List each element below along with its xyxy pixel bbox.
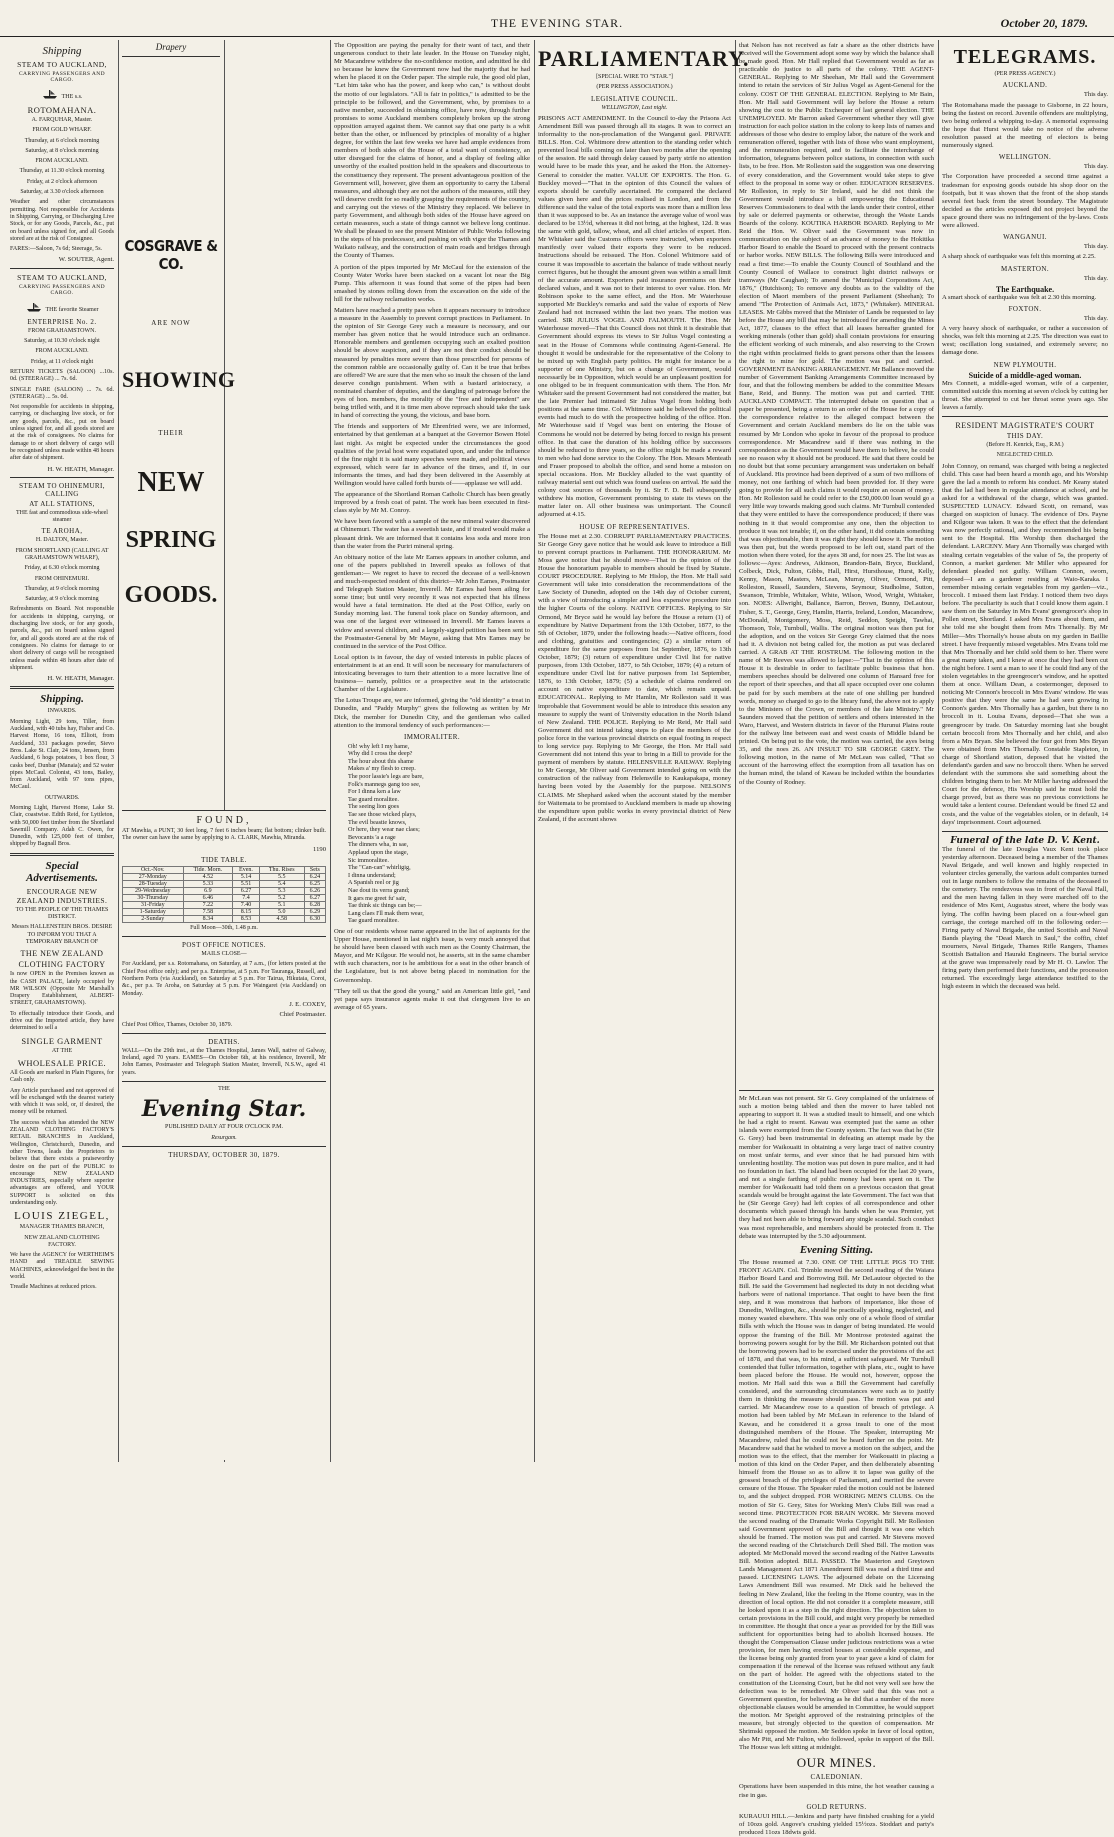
at-the: AT THE <box>51 1047 73 1054</box>
single-garment: SINGLE GARMENT <box>21 1035 103 1046</box>
timetable-line: FROM AUCKLAND. <box>35 348 89 355</box>
poem-line: Makes a' my flesh to creep. <box>348 765 416 773</box>
tide-cell: 6.29 <box>304 908 325 915</box>
tide-cell: 6.26 <box>304 887 325 894</box>
tide-cell: 5.51 <box>233 880 259 887</box>
special-body: Any Article purchased and not approved of will be exchanged with the dearest variety with which it was sold, or, if desired, the money will be returned. <box>10 1087 114 1116</box>
poem <box>334 743 530 925</box>
quake-heading: The Earthquake. <box>995 284 1055 294</box>
tide-cell: 5.4 <box>259 880 304 887</box>
vessel-name: TE AROHA, <box>41 527 83 536</box>
ad-intro: THE fast and commodious side-wheel steamer <box>16 509 108 524</box>
divider <box>10 853 114 856</box>
special-body: To effectually introduce their Goods, and drive out the Imported article, they have determined to sell a <box>10 1010 114 1032</box>
tide-cell: 7.22 <box>183 901 233 908</box>
timetable-line: Thursday, at 11.30 o'clock morning <box>19 168 105 175</box>
ad-intro: THE favorite Steamer <box>45 306 99 313</box>
tide-cell: 7.58 <box>183 908 233 915</box>
evening-heading: Evening Sitting. <box>799 1243 874 1256</box>
ship-master: A. FARQUHAR, Master. <box>31 117 93 123</box>
shipping-news-heading: Shipping. <box>40 693 84 706</box>
divider <box>122 1146 326 1147</box>
place-heading: AUCKLAND. <box>1002 81 1048 90</box>
poem-line: Bevocants 'a a rage <box>348 833 396 841</box>
special-body: We have the AGENCY for WERTHEIM'S HAND and TREADLE SEWING MACHINES, acknowledged the best in the world. <box>10 1252 114 1281</box>
divider <box>122 936 326 937</box>
moon-phase: Full Moon—30th, 1.48 p.m. <box>190 924 258 931</box>
mine-report: Operations have been suspended in this mine, the hot weather causing a rise in gas. <box>739 1783 934 1799</box>
timetable-line: Saturday, at 8 o'clock morning <box>25 147 99 154</box>
ad-title: STEAM TO AUCKLAND, <box>17 60 107 69</box>
suicide-heading: Suicide of a middle-aged woman. <box>968 370 1082 380</box>
tide-cell: 7.4 <box>233 894 259 901</box>
found-title: FOUND, <box>196 815 252 826</box>
this-day: This day. <box>1083 274 1108 282</box>
tide-title: TIDE TABLE. <box>201 855 247 864</box>
running-date: October 20, 1879. <box>1000 16 1088 30</box>
tide-cell: 6.9 <box>183 887 233 894</box>
this-day: This day. <box>1083 91 1108 99</box>
poem-line: The seeing lion goes <box>348 803 400 811</box>
tide-col: Even. <box>233 866 259 873</box>
brand-line: CLOTHING FACTORY <box>18 960 106 970</box>
place-heading: WANGANUI. <box>1003 233 1047 242</box>
column-parliament <box>538 42 750 1460</box>
timetable-line: FROM GOLD WHARF. <box>32 127 92 134</box>
ad-subtitle: CARRYING PASSENGERS AND CARGO. <box>18 71 106 83</box>
this-day: This day. <box>1083 314 1108 322</box>
special-body: The success which has attended the NEW ZEALAND CLOTHING FACTORY'S RETAIL BRANCHES in Auckland, Wellington, Christchurch, Dunedin, and other Towns, leads the Proprietors to believe that there exists a praiseworthy desire on the part of the PUBLIC to encourage NEW ZEALAND INDUSTRIES, especially where superior advantages are offered, and YOUR SUPPORT is solicited on this understanding only. <box>10 1119 114 1206</box>
mines-heading: OUR MINES. <box>796 1755 877 1771</box>
brand-line: THE NEW ZEALAND <box>20 949 104 959</box>
drapery-label: Drapery <box>155 42 187 52</box>
column-editorial <box>334 42 530 1460</box>
timetable-line: Friday, at 2 o'clock afternoon <box>26 178 98 185</box>
house-heading: HOUSE OF REPRESENTATIVES. <box>579 522 690 531</box>
column-rule <box>735 40 736 1462</box>
running-masthead: THE EVENING STAR. <box>490 16 624 30</box>
tide-col: Tide. Morn. <box>183 866 233 873</box>
tide-cell: 5.2 <box>259 894 304 901</box>
showing-word: SHOWING <box>122 367 236 392</box>
poem-line: Tae guard moralitee. <box>348 795 399 803</box>
poem-line: Tae guard moralitee. <box>348 917 399 925</box>
ad-subtitle: AT ALL STATIONS, <box>29 499 95 508</box>
parliament-title: PARLIAMENTARY. <box>538 46 750 71</box>
column-rule <box>330 40 331 1462</box>
column-evening <box>739 1090 934 1836</box>
ad-fares: FARES:—Saloon, 7s 6d; Steerage, 5s. <box>10 246 103 253</box>
court-before: (Before H. Kenrick, Esq., R.M.) <box>986 441 1064 448</box>
tide-cell: 6.46 <box>183 894 233 901</box>
tide-cell: 8.15 <box>233 908 259 915</box>
outwards-label: OUTWARDS. <box>44 794 80 801</box>
timetable-line: Saturday, at 3.30 o'clock afternoon <box>20 189 104 196</box>
place-heading: WELLINGTON. <box>998 153 1052 162</box>
tide-row <box>123 901 326 908</box>
special-body: All Goods are marked in Plain Figures, for Cash only. <box>10 1069 114 1084</box>
manager-role: NEW ZEALAND CLOTHING FACTORY. <box>24 1234 100 1248</box>
tide-col: Thu. Rises <box>259 866 304 873</box>
ship-master: H. DALTON, Master. <box>35 537 89 544</box>
house-report: The House met at 2.30. CORRUPT PARLIAMENTARY PRACTICES. Sir George Grey gave notice that he would ask leave to introduce a Bill to prevent corrupt practices in Parliament. THE HONORARIUM. Mr Moss gave notice that he should move—That in the opinion of the House the honorarium payable to members should be fixed by Statute. COURT PROCEDURE. Replying to Mr Hislop, the Hon. Mr Hall said Government will take into consideration the recommendations of the Law Society of Dunedin, adopted on the 14th day of October current, with a view of introducing a simpler and less expensive procedure into the higher Courts of the colony. NATIVE OFFICES. Replying to Sir Ormond, Mr Bryce said he would lay before the House a return (1) of expenditure by Native Department from the 13th October, 1877, to the 5th of October, 1879, under the following heads:—Native officers, food and clothing, gratuities and contingencies; (2) a similar return of expenditure for the same purposes from 1st September, 1876, to 13th October, 1879; (3) return of expenditure under Civil list for native purposes, from 13th October, 1877, to 5th October, 1879; (4) a return of expenditure under Civil list for native purposes from 1st September, 1876, to 13th October, 1879; (5) a schedule of claims rendered on account on native expenditure to date, which remain unpaid. EDUCATIONAL. Replying to Mr Hamlin, Mr Rolleston said it was improbable that Government would be able to introduce this session any measure to supply the want of University education in the North Island of New Zealand. THE POLICE. Replying to Mr Reid, Mr Hall said Government did not intend taking steps to place the members of the police force in the various provincial districts on equal footing in respect to long service pay. Replying to Mr George, the Hon. Mr Hall said Government did not intend this year to bring in a Bill to provide for the payment of members by statute. HELENSVILLE RAILWAY. Replying to Mr George, Mr Oliver said Government intended going on with the construction of the railway from Helensville to Kaukapakapa, money having been voted by the Assembly for the purpose. NELSON'S CLAIMS. Mr Shephard asked when the account stated by the member for Waitemata to be promised to Auckland members is made up showing the expenditure upon public works in every provincial district of New Zealand, if the account shows <box>538 532 731 823</box>
ship-icon <box>10 298 114 316</box>
editorial-paragraph: "They tell us that the good die young," said an American little girl, "and yet papa says insurance agents make it out that clergymen live to an average of 65 years. <box>334 987 530 1011</box>
poem-line: The hour about this shame <box>348 757 414 765</box>
tide-table <box>122 866 326 923</box>
special-body: Treadle Machines at reduced prices. <box>10 1284 97 1291</box>
special-wire: [SPECIAL WIRE TO "STAR."] <box>596 74 673 80</box>
ad-agent: H. W. HEATH, Manager. <box>47 465 114 473</box>
published-line: PUBLISHED DAILY AT FOUR O'CLOCK P.M. <box>165 1124 283 1131</box>
are-now: ARE NOW <box>151 319 191 327</box>
editorial-paragraph: The Lotus Troupe are, we are informed, giving the "old identity" a treat in Dunedin, and "Paddy Murphy" gives the following as written by Mr Dick, the member for Dunedin City, and the gentleman who called attention to the immoral tendency of such performances:— <box>334 697 530 729</box>
divider <box>10 477 114 478</box>
tide-cell: 5.33 <box>183 880 233 887</box>
divider <box>10 686 114 689</box>
poem-line: The "Can-can" whirligig, <box>348 864 411 872</box>
issue-date: THURSDAY, OCTOBER 30, 1879. <box>168 1150 280 1159</box>
evening-preamble: Mr McLean was not present. Sir G. Grey complained of the unfairness of such a motion being tabled and then the mover to have tabled not appearing to support it. It was a studied insult to himself, and one which he had a right to resent. Kawau was exempted just the same as other islands were exempted from the County system. The fact was that he (Sir G. Grey) had been instrumental in defeating an attempt made by the member for Waikouaiti in obtaining a very large tract of native country on most unfair terms, and ever since that he had pursued him with unrelenting hostility. The motion was put down in pure malice, and it had no foundation in fact. The island had been occupied for the last 20 years, and not a single farthing of public money had been spent on it. The member for Waikouaiti had told them on a previous occasion that great scandals would be brought against the late Government. The fact was that he (Sir George Grey) had left copies of all correspondence and other documents which passed through his hands when he was Premier, yet they had not been able to bring forward any single scandal. Such conduct was most reprehensible, and members should be protected from it. The debate was interrupted by the 5.30 adjournment. <box>739 1095 934 1240</box>
their-word: THEIR <box>158 429 184 437</box>
timetable-line: Saturday, at 10.30 o'clock night <box>24 338 100 345</box>
post-sub: MAILS CLOSE— <box>201 951 247 958</box>
timetable-line: Saturday, at 9 o'clock morning <box>25 596 99 603</box>
poem-line: The dinners wha, in sae, <box>348 841 409 849</box>
tide-cell: 8.53 <box>233 915 259 922</box>
court-day: THIS DAY. <box>1006 431 1044 440</box>
tide-row <box>123 887 326 894</box>
ad-notice: Refreshments on Board. Not responsible for accidents in shipping, carrying, or discharging live stock, or for any goods, parcels, &c., put on board unless signed for, and all goods stored are at the risk of consignees. No claims for damage to or short delivery of cargo will be recognised unless made within 48 hours after date of shipment. <box>10 606 114 671</box>
tide-row <box>123 894 326 901</box>
tide-cell: 29-Wednesday <box>123 887 184 894</box>
tide-cell: 6.27 <box>304 894 325 901</box>
fare-line: RETURN TICKETS (SALOON) ...10s. 0d. (STEERAGE) ... 7s. 6d. <box>10 368 114 383</box>
editorial-paragraph: The Opposition are paying the penalty for their want of tact, and their ungenerous conduct to their late leader. In the House on Tuesday night, Mr Macandrew withdrew the no-confidence motion, and admitted he did so because he knew the Government now had the majority that he had when he placed it on the Order paper. The simple rule, the good old plan, "Let him take who has the power, and keep who can," is without doubt the motto of our legislators. "All is fair in politics," is admitted to be the principle to be followed, and the Government, who, by promises to a native member, succeeded in obtaining office, have now, through further promises to some Auckland members completely broken up the strong opposition arrayed against them. We cannot say that one party is a whit better than the other, or influenced by principles of morality of a higher degree, for within the last few weeks we have had ample evidences from members of both sides of the House of a total want of consistency, an utter disregard for the claims of honor, and a display of feeling alike unworthy of the exalted position held in the speakers and discourteous to the constituency they represent. The present advantageous position of the Government will, however, give them an opportunity to carry the Liberal measures, and although they are not the authors of the measures, still they will deserve credit for so readily grasping the requirements of the country, and carrying out the views of the Ministry they replaced. We believe in party Government, and although both sides of the House have agreed on certain measures, such a state of things cannot we believe long continue. We shall be pleased to see the present Minister of Public Works following in the steps of his predecessor, and pushing on with vigor the Thames and Waikato railway, and the construction of main roads and bridges through the County of Thames. <box>334 42 530 260</box>
divider <box>122 1033 326 1034</box>
court-case: NEGLECTED CHILD. <box>996 452 1054 459</box>
ad-agent: W. SOUTER, Agent. <box>58 256 114 264</box>
found-ref: 1190 <box>313 845 326 853</box>
manager-name: LOUIS ZIEGEL, <box>14 1210 110 1223</box>
mine-name: CALEDONIAN. <box>810 1773 863 1782</box>
place-heading: NEW PLYMOUTH. <box>993 360 1057 369</box>
evening-report: The House resumed at 7.30. ONE OF THE LITTLE PIGS TO THE FRONT AGAIN. Col. Trimble moved the second reading of the Waiara Harbor Board Land and Borrowing Bill. Mr DeLautour objected to the Bill. He said the Government had neglected its duty in not deciding what harbors were of national importance. That ought to have been the first step, and it was monstrous that harbors of importance, like those of Dunedin, Wellington, &c., should be practically speaking, neglected, and money wasted elsewhere. This was only one of a whole flood of similar Bills with which the House was in danger of being inundated. He would oppose the framing of the Bill. Mr Montrose protested against the borrowing powers sought for by the Bill. Mr Richardson pointed out that the borrowing powers had to be exercised under the provisions of the act of 1878, and that was, to his mind, a sufficient safeguard. Mr Turnbull contended that fuller information, together with plans, etc., ought to have been placed before the House. He would not, however, oppose the motion. Mr Hall said this was a Bill the Government had carefully considered, and the surrounding circumstances were such as to justify them in thinking the measure should pass. The motion was put and carried. Mr Macandrew rose to a question of breach of privilege. A motion had been tabled by Mr McLean in reference to the Island of Kawau, and he considered it a gross insult to one of the most distinguished members of the House. The Speaker, interrupting Mr Macandrew, ruled that he could not be heard further on the point. Mr Macandrew said that he wished to move a motion on the subject, and the motion was to the effect, that the member for Waikouaiti in placing a motion of this kind on the Order Paper, and then deliberately absenting himself from the House so as to allow it to lapse was guilty of the grossest breach of the privileges of Parliament, and merited the severe censure of the House. The Speaker ruled the motion could not be listened to, and the subject dropped. FOR WORKING MEN'S CLUBS. On the motion of Sir G. Grey, Sites for Working Men's Clubs Bill was read a second time. PROTECTION FOR BRAIN WORK. Mr Stevens moved the second reading of the Dramatic Works Copyright Bill. Mr Rolleston said Government approved of the Bill and thought it was one which should be framed. The motion was put and carried. Mr Stevens moved the second reading of the Christchurch Drill Shed Bill. The motion was adopted. Mr McDonald moved the second reading of the Native Lawsuits Bill. Motion adopted. BILL PASSED. The Masterton and Greytown Lands Management Act 1871 Amendment Bill was read a third time and passed. LICENSING LAWS. The adjourned debate on the Licensing Laws Amendment Bill was resumed. Mr Dick said he believed the feeling in New Zealand, like the feeling in the Home country, was in the direction of local option. He did not consider it a complete measure, still he looked upon it as a step in the right direction. The objection taken to certain provisions in the Bill could, and might very properly be remedied in committee. He thought that once a year as provided for by the Bill was sufficient for opportunities being had to abolish licensed houses. He thought the Compensation Clause under judicious restrictions was a wise provision, for men having erected houses at considerable expense, and the license being only granted from year to year gave a kind of claim for compensation if the renewal of the license was refused without any fault on the part of holder. He agreed with the objections stated to the constitution of the Licensing Court, but he did not very well see how the defection was to be remedied. Mr Oliver said that this was not a Government question, for believing as he did that a number of the more objectionable clauses would be amended in Committee, he would support the motion. Mr Speight approved of the restraining principles of the measure, but strongly objected to the question of compensation. Mr Shrimski opposed the motion. Mr Seddon spoke in favor of local option, also Mr Pitt, and Mr Fulton, who followed, spoke in support of the Bill. The House was left sitting at midnight. <box>739 1258 934 1752</box>
telegram-text: A very heavy shock of earthquake, or rather a succession of shocks, was felt this morning at 2.25. The direction was east to west; oscillation long sustained, and extremely severe; no damage done. <box>942 325 1108 357</box>
vessel-name: ROTOMAHANA. <box>27 105 97 115</box>
section-heading: Shipping <box>42 45 82 57</box>
poem-line: Nae dout its verra grand; <box>348 886 410 894</box>
editorial-paragraph: Matters have reached a pretty pass when it appears necessary to introduce a measure in the Assembly to prevent corrupt practices in Parliament. In the opinion of Sir George Grey such a measure is necessary, and our member has given notice that he would introduce such an ordinance. Honorable members and gentlemen occupying such an exalted position should be above suspicion, and if they are not their conduct should be measured by penalties more severe than those prescribed for persons of the common rabble are occasionally guilty of. Can it be true that bribes are offered? We are sure that the men who so insult the chosen of the land deserve condign punishment. When with a bastard aristocracy, a nominated chamber of deputies, and the dangling of patronage before the eyes of hon. members, the morality of the "free and independent" are being trifled with, and it is time men above reproach should take the task in hand of correcting the young, the vicious, and base born. <box>334 307 530 420</box>
tide-row <box>123 880 326 887</box>
poem-line: Tae see those wicked plays, <box>348 811 417 819</box>
fare-line: SINGLE FARE (SALOON) ... 7s. 6d. (STEERAGE) ... 5s. 0d. <box>10 386 114 400</box>
tide-cell: 5.5 <box>259 873 304 880</box>
telegram-text: The Rotomahana made the passage to Gisborne, in 22 hours, being the fastest on record. Juvenile offenders are multiplying, two being ordered a whipping to-day. A memorial expressing the hope that Hurst would take no notice of the adverse resolution passed at the meeting of electors is being numerously signed. <box>942 101 1108 150</box>
deaths-title: DEATHS. <box>208 1037 240 1046</box>
funeral-report: The funeral of the late Douglas Vaux Kent took place yesterday afternoon. Deceased being a member of the Thames Naval Brigade, and well known and highly respected in volunteer circles generally, the various adult companies turned out in large numbers to follow the remains of the deceased to the cemetery. The rendezvous was in front of the Naval Hall, and the men having fallen in they were marched off to the residence of Mrs Kent, Augustus street, where the body was lying. The coffin having been placed on a four-wheel gun carriage, the cortege marched off in the following order:— Firing party of Naval Brigade, the united Scottish and Naval Bands playing the "Dead March in Saul," the coffin, chief mourners, Naval Brigade, Thames Rifle Rangers, Thames Scottish Battalion and Hauraki Engineers. The burial service at the grave was impressively read by Mr H. O. Lawlor. The firing party then performed their functions, and the procession returned. The exceedingly large attendance testified to the high esteem in which the deceased was held. <box>942 845 1108 991</box>
place-heading: MASTERTON. <box>1001 264 1049 273</box>
telegram-text: Mrs Connett, a middle-aged woman, wife of a carpenter, committed suicide this morning at seven o'clock by cutting her throat. She attempted to cut her throat some years ago. She leaves a family. <box>942 379 1108 411</box>
timetable-line: FROM SHORTLAND (CALLING AT GRAHAMSTOWN WHARF), <box>15 547 109 561</box>
tide-row <box>123 873 326 880</box>
post-date: Chief Post Office, Thames, October 30, 1879. <box>122 1021 233 1028</box>
tide-cell: 6.25 <box>304 880 325 887</box>
special-to: TO THE PEOPLE OF THE THAMES DISTRICT. <box>15 906 109 921</box>
ad-notice: Not responsible for accidents in shipping, carrying, or discharging live stock, or for any goods, parcels, &c., put on board unless signed for, and all goods stored are at the risk of consignees. No claims for damage to or short delivery of cargo will be recognised unless made within 48 hours after date of shipment. <box>10 404 114 462</box>
telegram-text: A smart shock of earthquake was felt at 2.30 this morning. <box>942 293 1097 301</box>
tide-cell: 5.0 <box>259 908 304 915</box>
ad-title: STEAM TO AUCKLAND, <box>17 272 107 282</box>
editorial-paragraph: Local option is in favour, the day of vested interests in public places of entertainment is at an end. It will soon be necessary for manufacturers of intoxicating beverages to turn their attention to a more lucrative line of business— namely, politics or a prospective seat in the aristocratic Chamber of the Legislature. <box>334 653 530 694</box>
wholesale-price: WHOLESALE PRICE. <box>17 1057 107 1068</box>
found-text: AT Mawhia, a PUNT, 30 feet long, 7 feet 6 inches beam; flat bottom; clinker built. The owner can have the same by applying to A. CLARK, Mawhia, Miranda. <box>122 828 326 842</box>
tide-cell: 6.30 <box>304 915 325 922</box>
poem-line: For I dinna ken a law <box>348 788 401 796</box>
editorial-paragraph: A portion of the pipes imported by Mr McCaul for the extension of the County Water Works have been stacked on a vacant lot near the Big Pump. This afternoon it was found that some of the pipes had been smashed by stones rolling down from the excavation on the side of the hill for the railway reclamation works. <box>334 263 530 303</box>
editorial-paragraph: The friends and supporters of Mr Ehrenfried were, we are informed, entertained by that gentleman at a banquet at the Governor Bowen Hotel last night. As might be expected under the circumstances the good qualities of the jovial host were expatiated upon, and under the influence of the fine night it is said many speeches were made, and political views expressed, which were far in advance of the times, and if, in our informants the times, and had they been delivered in the Assembly at Wellington would have called forth bursts of——applause we will add. <box>334 423 530 487</box>
tide-header-row <box>123 866 326 873</box>
special-ads-heading: Special Advertisements. <box>26 859 98 884</box>
poem-line: Why did I cross the deep? <box>348 750 413 758</box>
poem-line: The evil beastie knows, <box>348 818 407 826</box>
page-header <box>0 14 1114 37</box>
council-report: PRISONS ACT AMENDMENT. In the Council to-day the Prisons Act Amendment Bill was passed through all its stages. It was to correct an informality to the non-proclamation of the Wanganui gaol. PRIVATE BILLS. Hon. Col. Whitmore drew attention to the standing order which prevented local bills coming on later than two months after the opening of the session. He said through delay caused by party strife no attention would have to be made this year, and he asked the Hon. the Attorney-General to consider the matter. VALUE OF EXPORTS. The Hon. G. Buckley moved—"That in the opinion of this Council the values of exports should be carefully ascertained. He compared the declared values given here and the prices realised in London, and from the difference said the value of the total exports was more than a million less than it was supposed to be. As an instance the average value of wool was declared to be 13½d, whereas it did not bring, at the highest, 12d. It was the same with gold, tallow, wheat, and all chief articles of export. Hon. Mr Whitaker said the Customs officers were instructed, when exporters manifestly over valued their exports they were to be reduced. Instructions should be reissued. The Hon. Colonel Whitmore said of course it was impossible to ascertain the balance of trade without nearly correct figures, but he thought the amount given was within a small limit of the accurate amount. Exporters paid insurance premiums on their declared values, and it was not to their interest to over value. Hon. Mr Robinson spoke to the same effect, and the Hon. Mr Waterhouse supported Mr Buckley's remarks and said the value of exports of New Zealand had not increased within the last two years. The motion was carried. SIR JULIUS VOGEL AND FALMOUTH. The Hon. Mr Waterhouse moved—That this Council does not think it is desirable that Government should express its views to Sir Julius Vogel contesting a seat in the House of Commons while continuing Agent-General. He thought it would be undesirable for the representative of the Colony to be mixed up with English party politics. He might for instance be a supporter of one Ministry, but on a change of Government, would necessarily be in Opposition, which would be an unpleasant position for one obliged to be in frequent communication with them. The Hon. Mr Whitaker said the present Government had not considered the matter, but the late Premier had intimated Sir Julius Vogel from holding both positions at the same time. Col. Whitmore said he believed the political events had much to do with the prospective holding of the office. Hon. Mr Waterhouse said if Vogel was bent on entering the House of Commons he would not be deterred by being forced to resign his present office. In that case the duration of his holding office by successors should be reduced to three years, so the office might be made a reward to men who had done service to the Colony. The Hon. Messrs Menteath and Fraser proposed to abolish the office, and send home a mission on special occasions. Hon. Mr Buckley alluded to the vast quantity of railway material sent out which was found useless on arrival. He said the colony cost sources of thousands by it. Sir F. D. Bell subsequently withdrew his motion, Government promising to state its views on the matter later on. All other business was unimportant. The Council adjourned at 4.15. <box>538 114 731 519</box>
spring-word: SPRING <box>125 527 217 553</box>
post-title: POST OFFICE NOTICES. <box>182 941 266 950</box>
post-signature: Chief Postmaster. <box>279 1011 326 1019</box>
timetable-line: Thursday, at 6 o'clock morning <box>24 137 100 144</box>
editorial-paragraph: The appearance of the Shortland Roman Catholic Church has been greatly improved by a fresh coat of paint. The work has been executed in first-class style by Mr M. Conroy. <box>334 491 530 515</box>
ad-title: STEAM TO OHINEMURI, CALLING <box>19 481 105 498</box>
tide-cell: 28-Tuesday <box>123 880 184 887</box>
column-rule <box>118 40 119 1462</box>
tide-col: Oct.-Nov. <box>123 866 184 873</box>
editorial-paragraph: One of our residents whose name appeared in the list of aspirants for the Upper House, mentioned in last night's issue, is very much annoyed that he should have been classed with such men as the County Chairman, the Mayor, and Mr Kilgour. He would not, he asserts, sit in the same chamber with such characters, nor is he ambitious for a seat in the other branch of the Legislature, but is not above being placed in nomination for the Governorship. <box>334 927 530 984</box>
inwards-text: Morning Light, 29 tons, Tiller, from Auckland, with 40 tubs hay, Fisher and Co. Harvest Home, 16 tons, Elliott, from Auckland, 331 packages powder, Sievo Bros. Lake St. Clair, 24 tons, Jensen, from Auckland, 6 hogs potatoes, 1 box flour, 3 casks beef, Dunbar (Manaia); and 52 water pipes McCaul. Colonist, 43 tons, Bailey, from Auckland, with 97 tons pipes, McCaul. <box>10 718 114 791</box>
tide-cell: 6.27 <box>233 887 259 894</box>
timetable-line: Thursday, at 9 o'clock morning <box>24 585 100 592</box>
poem-line: Applaud upon the stage, <box>348 849 409 856</box>
divider <box>10 268 114 269</box>
tide-cell: 8.34 <box>183 915 233 922</box>
poem-line: It gars me greet fu' sair, <box>348 894 407 902</box>
editorial-paragraph: An obituary notice of the late Mr Eames appears in another column, and one of the papers published in Inverell speaks as follows of that gentleman:— We regret to have to record the decease of a well-known and much-respected resident of this district—Mr John Eames, Postmaster and Telegraph Station Master, Inverell. Mr Eames had been ailing for some time; but until very recently it was not expected that his illness would have a fatal termination. He died at the Post Office, early on Sunday morning last. The funeral took place on Sunday afternoon, and was one of the largest ever witnessed in Inverell. Mr Eames leaves a widow and several children, and a largely-signed petition has been sent to the Postmaster-General by Mr Mayne, asking that Mrs Eames may be continued in the service of the Post Office. <box>334 553 530 650</box>
press-agency: (PER PRESS AGENCY.) <box>994 71 1056 77</box>
timetable-line: FROM OHINEMURI. <box>34 575 90 582</box>
column-rule <box>938 40 939 1462</box>
telegrams-title: TELEGRAMS. <box>953 46 1097 68</box>
post-signature: J. E. COXEY, <box>289 1000 326 1008</box>
tide-cell: 4.52 <box>183 873 233 880</box>
tide-cell: 6.24 <box>304 873 325 880</box>
timetable-line: FROM AUCKLAND. <box>35 158 89 165</box>
deaths-text: WALL—On the 29th inst., at the Thames Hospital, James Wall, native of Galway, Ireland, aged 70 years. EAMES—On October 6th, at his residence, Inverell, Mr John Eames, Postmaster and Telegraph Station Master, Inverell, N.S.W., aged 41 years. <box>122 1047 326 1076</box>
tide-cell: 4.58 <box>259 915 304 922</box>
poem-line: Or here, they wear nae claes; <box>348 826 420 834</box>
divider <box>739 1090 934 1091</box>
dateline: WELLINGTON, Last night. <box>601 104 668 111</box>
this-day: This day. <box>1083 243 1108 251</box>
outwards-text: Morning Light, Harvest Home, Lake St. Clair, coastwise. Edith Reid, for Lyttleton, with 50,000 feet timber from the Shortland Sawmill Company. Adah C. Owen, for Dunedin, with 125,000 feet of timber, shipped by Bagnall Bros. <box>10 805 114 848</box>
tide-row <box>123 915 326 922</box>
timetable-line: Friday, at 11 o'clock night <box>30 358 94 365</box>
press-association: (PER PRESS ASSOCIATION.) <box>596 84 673 91</box>
tide-cell: 1-Saturday <box>123 908 184 915</box>
manager-role: MANAGER THAMES BRANCH, <box>19 1224 105 1231</box>
tide-cell: 7.40 <box>233 901 259 908</box>
notices-block <box>122 810 326 1460</box>
tide-cell: 30-Thursday <box>123 894 184 901</box>
divider <box>122 1081 326 1082</box>
court-heading: RESIDENT MAGISTRATE'S COURT <box>955 420 1095 430</box>
tide-cell: 5.3 <box>259 887 304 894</box>
poem-line: Oh! why left I my hame, <box>348 742 410 750</box>
tide-row <box>123 908 326 915</box>
goods-word: GOODS. <box>124 582 218 608</box>
divider <box>122 56 220 57</box>
ad-intro: THE s.s. <box>61 94 83 100</box>
special-body: Is now OPEN in the Premises known as the CASH PALACE, lately occupied by MR WILSON (Opposite Mr Marshall's Drapery Establishment, ALBERT-STREET, GRAHAMSTOWN). <box>10 971 114 1007</box>
advertiser-name: COSGRAVE & CO. <box>124 237 218 273</box>
ad-notice: Weather and other circumstances permitting. Not responsible for Accidents in Shipping, Carrying, or Discharging Live Stock, or for any Goods, Parcels, &c., put on board unless signed for, and all Goods stored are at the risk of Consignee. <box>10 199 114 242</box>
telegram-text: A sharp shock of earthquake was felt this morning at 2.25. <box>942 253 1096 261</box>
new-word: NEW <box>137 467 205 498</box>
inwards-label: INWARDS. <box>47 708 77 715</box>
motto: Resurgam. <box>211 1134 237 1141</box>
poem-title: IMMORALITER. <box>404 732 460 741</box>
poem-line: I dinna understand; <box>348 871 396 879</box>
telegram-text: The Corporation have proceeded a second time against a tradesman for exposing goods outside his shop door on the footpath, but it was shown that the front of the shop stands several feet back from the street boundary. The Magistrate decided as the articles exposed did not project beyond the space ground there was no infringement of the by-laws. Costs were allowed. <box>942 173 1108 230</box>
special-intro: Messrs HALLENSTEIN BROS. DESIRE TO INFORM YOU THAT A TEMPORARY BRANCH OF <box>11 924 113 945</box>
divider <box>942 416 1108 417</box>
court-report: John Connoy, on remand, was charged with being a neglected child. This case had been heard a month ago, and his Worship gave the lad a month to reform his conduct. Mr Keany stated that the lad had been in regular attendance at school, and he asked for a withdrawal of the charge, which was granted. SUSPECTED LUNACY. Edward Scott, on remand, was charged on suspicion of lunacy. The evidence of Drs. Payne and Kilgour was taken. It was to the effect that the defendant was now perfectly rational, and they recommended his being sent to the Hospital. His Worship then discharged the defendant. LARCENY. Mary Ann Thornally was charged with stealing certain vegetables of the value of 5s, the property of Connon, a market gardener. Mr Miller who appeared for defendant pleaded not guilty. William Connon, sworn, deposed—I am a gardener residing at Waio-Karaka. I remember missing certain vegetables from my garden—viz., broccoli. I missed them last Friday. I noticed them two days before. The peculiarity is such that I could know them again. I saw them on the Saturday in Mrs Evans' greengrocer's shop in Pollen street, Shortland. I asked Mrs Evans about them, and she told me she bought them from Mrs Thornally. By Mr Miller—Mrs Thornally's house abuts on my garden in Baillie street. I have frequently missed vegetables. Mrs Evans told me that Mrs Thornally and her child sold them to her. There were a great many taken, and I knew at once that they had been cut the night before. I sent a man to see if he could find any of the stolen vegetables in the greengrocer's window, and he spotted them at once. William Dean, a costermonger, deposed to noticing Mr Connon's broccoli in Mrs Evans' window. He was positive that they were the same he had seen growing in Connon's garden. Mrs Thornally has a garden, but there is no broccoli in it. Louisa Evans, deposed—That she was a greengrocer by trade. On Saturday morning last she bought certain broccoli from Mrs Thornally and her child, and also from a Mrs Bryan. She believed the four got from Mrs Bryan were obtained from Mrs Thornally. Constable Stapleton, in charge of Shortland station, deposed that he visited the defendant's garden and saw no broccoli there. When he served defendant with the summons she said something about the children bringing them to her. Mr Miller having addressed the Court for the defence, His Worship said he must hold the charge proved, but as there was no previous convictions he would take a lenient course. Defendant would be fined £2 and costs, and the value of the vegetables stolen, or in default, 14 days' imprisonment. Court adjourned. <box>942 462 1108 826</box>
poem-line: The poor lassie's legs are bare, <box>348 773 424 781</box>
poem-line: Sic immoralitee. <box>348 856 389 864</box>
column-shipping <box>10 42 114 1460</box>
masthead-the: THE <box>218 1086 230 1093</box>
poem-line: Lang claes I'll mak them wear, <box>348 909 424 917</box>
ad-agent: H. W. HEATH, Manager. <box>47 675 114 683</box>
masthead-title: Evening Star. <box>141 1096 307 1123</box>
tide-cell: 27-Monday <box>123 873 184 880</box>
this-day: This day. <box>1083 163 1108 171</box>
tide-cell: 5.14 <box>233 873 259 880</box>
gold-report: KURAUUI HILL.—Jenkins and party have finished crushing for a yield of 10ozs gold. Angove's crushing yielded 15½ozs. Stoddart and party's produced 11ozs 18dwts gold. <box>739 1812 934 1836</box>
divider <box>942 831 1108 832</box>
vessel-name: ENTERPRISE No. 2. <box>27 317 97 326</box>
poem-line: Tae think sic things can be;— <box>348 902 422 910</box>
poem-line: Folk's mannegs gang too see, <box>348 780 421 788</box>
tide-cell: 6.28 <box>304 901 325 908</box>
tide-col: Sets <box>304 866 325 873</box>
ad-subtitle: CARRYING PASSENGERS AND CARGO. <box>18 283 106 296</box>
place-heading: FOXTON. <box>1008 304 1042 313</box>
column-rule <box>534 40 535 1462</box>
ship-icon <box>10 85 114 103</box>
funeral-heading: Funeral of the late D. V. Kent. <box>950 835 1100 846</box>
divider <box>122 810 326 811</box>
post-text: For Auckland, per s.s. Rotomahana, on Saturday, at 7 a.m., (for letters posted at the Chief Post office only); and per p.s. Enterprise, at 5 p.m. For Tauranga, Russell, and Northern Ports (via Auckland), on Saturday at 5 p.m. For Tairua, Hikutaia, Coroi, &c., per p.s. Te Aroha, on Saturday at 5 p.m. For Waingarei (via Auckland) on Monday. <box>122 961 326 997</box>
house-report-cont: that Nelson has not received as fair a share as the other districts have received will the Government adopt some way by which the balance shall be made good. Hon. Mr Hall replied that Government would as far as practicable do justice to all parts of the colony. THE AGENT-GENERAL. Replying to Mr Sheehan, Mr Hall said the Government intend to retain the services of Sir Julius Vogel as Agent-General for the colony. COST OF THE GENERAL ELECTION. Replying to Mr Bain, Hon. Mr Hall said Government will lay before the House a return showing the cost to the Public Exchequer of last general election. THE UNEMPLOYED. Mr Barron asked Government whether they will give instruction for each police station in the colony to keep lists of names and addresses of those who desire to employ labor, the nature of the work and remuneration offered, together with lists of those who want employment, and the remuneration required, and to facilitate the interchange of information, telegrams between police stations, in connection with such lists, to be free. Hon. Mr Rolleston said the suggestion was one deserving of every consideration, and the Government would take steps to give effect to the proposal in some way or other. EDUCATION RESERVES. Mr Rolleston, in reply to Sir Ireland, said he did not think the Government would introduce a bill empowering the Educational Reserves Commissioners to deal with the lands under their control, either by sale or deferred payments or otherwise, through the Waste Lands Boards of the colony. KOUTIKA HARBOR BOARD. Replying to Mr Reid the Hon. W. Oliver said the Government was now in communication on the subject of an advance of money to the Hokitika Harbor Board to enable the Board to proceed with the present contracts or harbor works. NEW BILLS. The following Bills were introduced and read a first time:—To enable the County Council of Southland and the County Council of Wallace to construct light district railways or tramways (Mr Caughan); To amend the "Municipal Corporations Act, 1876," (Hutchison); To remove any doubts as to the validity of the election of Maori members of the present Parliament (Sheehan); To amend "The Protection of Animals Act, 1873," (Whitaker). MINERAL LEASES. Mr Gibbs moved that the Minister of Lands be requested to lay before the House any bill that may be introduced for amending the Mines Act, 1877, clauses to the effect that all leases hereafter granted for working minerals (other than gold) shall contain provisions for ensuring the efficient working of such minerals, and also reserving to the Crown the right within proclaimed fields to grant persons other than the lessees the right to mine for gold. The motion was put and carried. GOVERNMENT BANKING ARRANGEMENT. Mr Ballance moved the number of Government Banking Arrangements Committee increased by four, and that the following members be added to the committee Messrs Bane, Reid, and Bunny. The motion was put and carried. THE AUCKLAND COMPACT. The interrupted debate on question that a paper be presented, being a return to an order of the House for a copy of the correspondence relative to the alleged compact between the Government and certain Auckland members do lie on the table was resumed by Mr London who spoke in favour of the proposal to produce correspondence. Mr Macandrew said if there was nothing in the correspondence as the Government would have them to believe, he could see no reason why it should not be produced. He said that there could be no doubt but that some pecuniary arrangement was undertaken on behalf of Auckland. His province had been deprived of a sum of two millions of money, not one farthing of which had been provided for. If they were going to provide for all such claims it would require an ocean of money. Hon. Mr Rolleston said he could refer to the £50,000.00 loan would go a very little way towards making good such claims. Mr Turnbull contended that they were entitled to have the correspondence produced; if there was nothing in it that would compromise any one, then the objection to produce it was not tenable; if, on the other hand, it did contain something that was objectionable, then it was right they should know it. The motion was then put, but the words proposed to be left out, stand part of the motion when there voted, for the ayes 38 and, for noes 25. The list was as follows:—Ayes: Andrews, Atkinson, Brandon-Bain, Bryce, Buckland, Colbeck, Dick, Fulton, Gibbs, Hall, Hirst, Hursthouse, Hurst, Kelly, Kenny, Mason, Masters, McLean, Murray, Oliver, Ormond, Pitt, Rolleston, Russell, Saunders, Stevens, Seymour, Studholme, Sutton, Swanson, Trimble, Whitaker, White, Wilson, Wood, Wright, Whitaker, son. NOES: Allwright, Ballance, Barron, Brown, Bunny, DeLautour, Fisher, S. T., George, Grey, Hamlin, Harris, Ireland, London, Macandrew, McDonald, Montgomery, Moss, Reid, Seddon, Speight, Tawhai, Thomson, Tole, Turnbull, Wallis. The original motion was then put for the adoption, and on the voices Sir George Grey claimed that the noes had it. A division not being called for, the motion as put was declared carried. A GRAB AT THE ROSTRUM. The following motion in the name of Mr Reeves was allowed to lapse:—"That in the opinion of this House it is desirable in order to facilitate public business that hon. members speeches should be delivered one column of Hansard free for the report of their speeches, and that all space occupied over one column be paid for by such members at the rate of one shilling per hundred words, money so charged to go to the library fund, the above not to apply to the Ministers of the Crown, or members of the late Ministry." Mr Saunders moved that the petition of settlers and others interested in the Waro, Harvest, and Western districts in favor of the Hurunui Plains route for the railway line between east and west coasts of Middle Island be printed. On being put to the vote, the motion was carried, the ayes being 35, and the noes 26. AN INSULT TO SIR GEORGE GREY. The following motion, in the name of Mr McLean was called, "That so account of the harrowing effect the exemption from all taxation has on the human mind, the island of Kawau be included within the boundaries of the County of Rodney. <box>739 42 934 786</box>
timetable-line: Friday, at 6.30 o'clock morning <box>24 565 100 572</box>
special-title: ENCOURAGE NEW ZEALAND INDUSTRIES. <box>16 886 108 905</box>
tide-cell: 31-Friday <box>123 901 184 908</box>
editorial-paragraph: We have been favored with a sample of the new mineral water discovered at Ohinemuri. The water has a sweetish taste, and if treated would make a pleasant drink. We are informed that it contains less soda and more iron than the water from the Puriri mineral spring. <box>334 518 530 550</box>
council-heading: LEGISLATIVE COUNCIL. <box>591 94 678 103</box>
timetable-line: FROM GRAHAMSTOWN. <box>28 327 96 334</box>
tide-cell: 5.1 <box>259 901 304 908</box>
tide-cell: 2-Sunday <box>123 915 184 922</box>
poem-line: A Spanish reel or jig <box>348 879 399 887</box>
gold-heading: GOLD RETURNS. <box>806 1802 867 1811</box>
column-telegrams <box>942 42 1108 1460</box>
